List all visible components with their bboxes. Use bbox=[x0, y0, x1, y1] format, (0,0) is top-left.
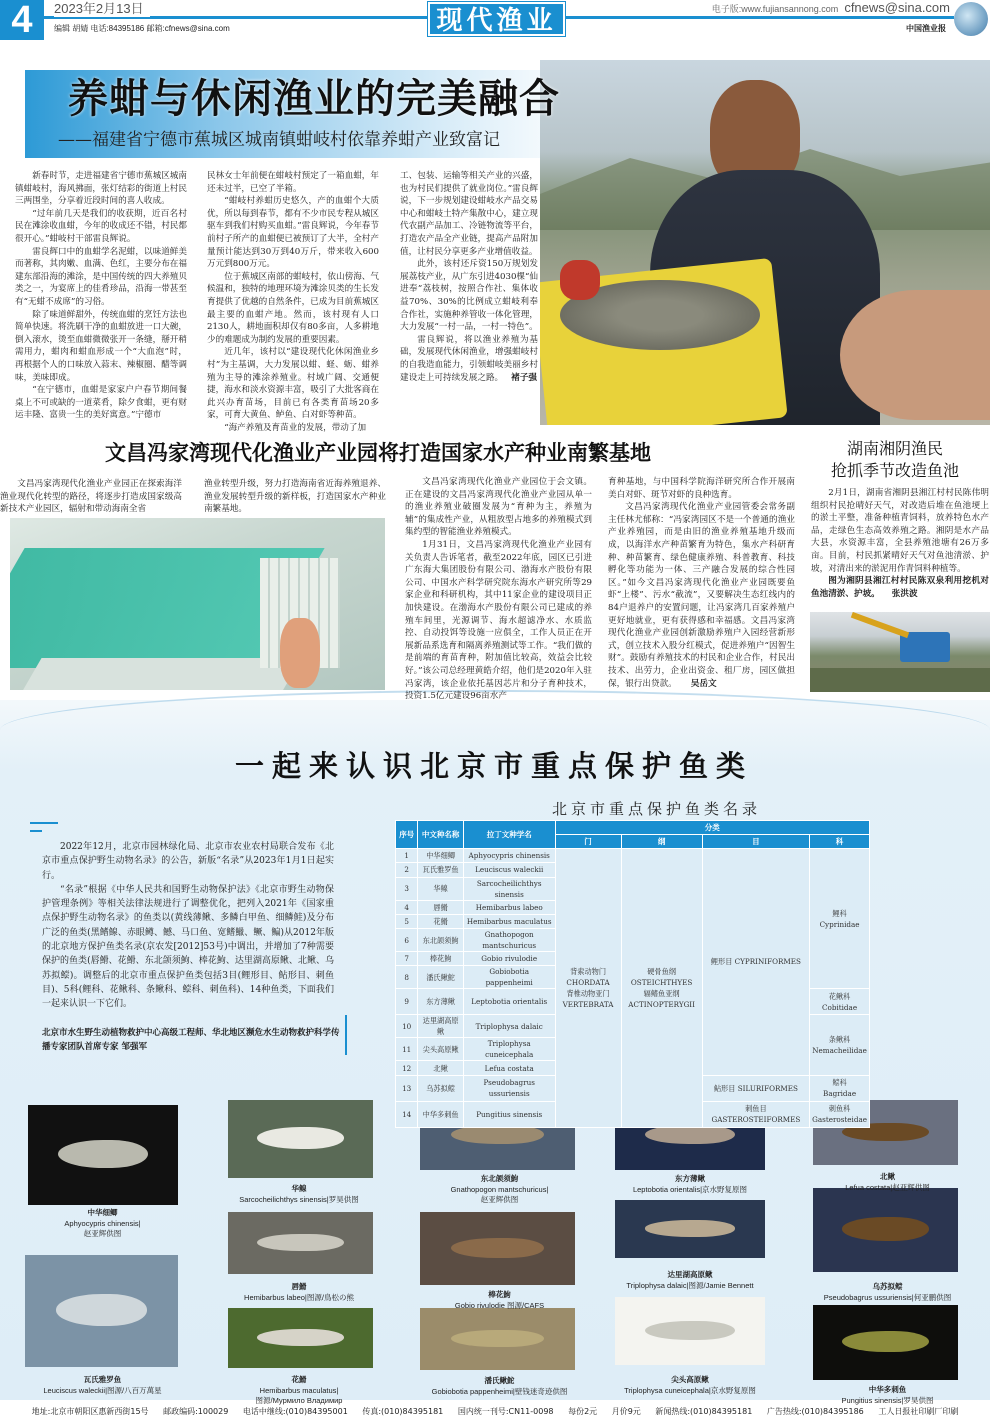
article2-column-1 bbox=[405, 476, 592, 703]
fish-credit: Hemibarbus labeo|图源/鳥松の熊 bbox=[244, 1292, 354, 1302]
row-number: 3 bbox=[396, 877, 418, 900]
paragraph: 工、包装、运输等相关产业的兴盛，也为村民们提供了就业岗位。”雷良辉说，下一步规划建设蚶岐水产品交易中心和蚶岐土特产集散中心，建立现代农副产品加工、冷链物流等平台，打造农产品全产业链，提高产品附加值，让村民分享更多产业增值收益。 bbox=[400, 171, 538, 257]
fish-name: 达里湖高原鳅 bbox=[667, 1270, 713, 1279]
fish-credit: Pungitius sinensis|罗昊供图 bbox=[841, 1395, 934, 1405]
fish-icon bbox=[56, 1294, 148, 1325]
species-latin-name: Sarcocheilichthys sinensis bbox=[463, 877, 555, 900]
article1-column-1 bbox=[15, 170, 187, 422]
contact-info bbox=[706, 0, 950, 15]
fish-caption bbox=[20, 1375, 185, 1396]
paragraph: 文昌冯家湾现代化渔业产业园正在探索海洋渔业现代化转型的路径，将逐步打造成国家级高新技术产业园区，辐射和带动海南全省 bbox=[0, 479, 182, 515]
row-number: 14 bbox=[396, 1101, 418, 1127]
row-number: 8 bbox=[396, 966, 418, 989]
species-cn-name: 瓦氏雅罗鱼 bbox=[418, 863, 463, 877]
species-latin-name: Lefua costata bbox=[463, 1061, 555, 1075]
paragraph-wrap bbox=[608, 501, 795, 690]
fish-photo bbox=[228, 1100, 373, 1178]
family-cell bbox=[810, 989, 870, 1015]
table-body bbox=[396, 849, 870, 1128]
paper-name: 中国渔业报 bbox=[906, 24, 946, 33]
species-cn-name: 尖头高原鳅 bbox=[418, 1038, 463, 1061]
species-cn-name: 东北颌须鮈 bbox=[418, 929, 463, 952]
phylum-cell bbox=[555, 849, 621, 1128]
footer-printer: 工人日报社印刷厂印刷 bbox=[878, 1407, 959, 1416]
paragraph: 除了味道鲜甜外，传统血蚶的烹饪方法也简单快速。将洗刷干净的血蚶放进一口大碗，倒入滚水，烫至血蚶微微张开一条缝，掰开稍需用力，蚶肉和蚶血形成一个“大血泡”时，再根据个人的口味放入蒜末、辣椒圈、醋等调味，美味即成。 bbox=[15, 309, 187, 383]
order-cell: 鲤形目 CYPRINIFORMES bbox=[702, 849, 809, 1076]
row-number: 9 bbox=[396, 989, 418, 1015]
fish-caption bbox=[790, 1172, 985, 1193]
fish-photo bbox=[228, 1212, 373, 1274]
paragraph: 此外，该村还斥资150万规划发展荔枝产业，从广东引进4030棵“仙进奉”荔枝树，按照合作社、集体收益70%、30%的比例成立蚶岐利奉合作社，实施种养管收一体化管理，大力发展“一村一品，一村一特色”。 bbox=[400, 259, 538, 333]
fish-photo bbox=[420, 1308, 575, 1370]
feature-title: 一起来认识北京市重点保护鱼类 bbox=[235, 749, 754, 783]
footer-phone: 电话中继线:(010)84395001 bbox=[242, 1407, 348, 1416]
row-number: 10 bbox=[396, 1015, 418, 1038]
paragraph: 民林女士年前便在蚶岐村预定了一箱血蚶，年还未过半，已空了半箱。 bbox=[207, 171, 379, 194]
fish-icon bbox=[257, 1329, 344, 1346]
family-cell bbox=[810, 1075, 870, 1101]
fish-credit: 赵亚辉供图 bbox=[83, 1229, 122, 1238]
taxon-label: 硬骨鱼纲 bbox=[647, 966, 676, 976]
species-cn-name: 乌苏拟鲿 bbox=[418, 1075, 463, 1101]
species-cn-name: 唇䱻 bbox=[418, 900, 463, 914]
photo-aquaculture-tanks bbox=[10, 518, 385, 690]
fish-name: 东北颌须鮈 bbox=[480, 1174, 519, 1183]
fish-credit: Gobio rivulodie 图源/CAFS bbox=[454, 1300, 545, 1310]
fish-credit: Triplophysa dalaic|图源/Jamie Bennett bbox=[626, 1280, 754, 1290]
fish-credit: Pseudobagrus ussuriensis|何亚鹏供图 bbox=[823, 1292, 952, 1302]
fish-credit: Lefua costata|赵亚辉供图 bbox=[845, 1182, 930, 1192]
fish-credit: 赵亚辉供图 bbox=[480, 1195, 519, 1204]
taxon-label: 辐鳍鱼亚纲 bbox=[643, 988, 680, 998]
fish-photo bbox=[615, 1297, 765, 1365]
fish-credit: Gobiobotia pappenheimi|壁钱迷奇迹供图 bbox=[431, 1386, 568, 1396]
page-number: 4 bbox=[0, 0, 44, 40]
species-latin-name: Hemibarbus labeo bbox=[463, 900, 555, 914]
article2-column-2 bbox=[608, 476, 795, 690]
col-header-family: 科 bbox=[810, 835, 870, 849]
paragraph: 雷良辉说，将以渔业养殖为基础，发展现代休闲渔业，增强蚶岐村的自我造血能力，引领蚶岐美丽乡村建设走上可持续发展之路。 bbox=[400, 334, 538, 383]
species-latin-name: Gobiobotia pappenheimi bbox=[463, 966, 555, 989]
taxon-label: ACTINOPTERYGII bbox=[628, 999, 695, 1009]
fish-photo bbox=[28, 1105, 178, 1205]
species-latin-name: Gnathopogon mantschuricus bbox=[463, 929, 555, 952]
species-latin-name: Leuciscus waleckii bbox=[463, 863, 555, 877]
table-title: 北京市重点保护鱼类名录 bbox=[552, 800, 762, 818]
fish-name: 中华多刺鱼 bbox=[868, 1385, 907, 1394]
species-latin-name: Pungitius sinensis bbox=[463, 1101, 555, 1127]
species-cn-name: 中华多刺鱼 bbox=[418, 1101, 463, 1127]
fish-caption bbox=[790, 1385, 985, 1406]
fish-icon bbox=[842, 1217, 929, 1241]
fish-name: 唇䱻 bbox=[291, 1282, 307, 1291]
species-latin-name: Pseudobagrus ussuriensis bbox=[463, 1075, 555, 1101]
article1-author: 褚子强 bbox=[511, 372, 537, 383]
table-row bbox=[396, 849, 870, 863]
fish-icon bbox=[645, 1220, 735, 1236]
footer-fax: 传真:(010)84395181 bbox=[362, 1407, 444, 1416]
photo-caption bbox=[811, 575, 989, 600]
order-cell: 刺鱼目 GASTEROSTEIFORMES bbox=[702, 1101, 809, 1127]
row-number: 2 bbox=[396, 863, 418, 877]
col-header-order: 目 bbox=[702, 835, 809, 849]
species-latin-name: Leptobotia orientalis bbox=[463, 989, 555, 1015]
species-latin-name: Aphyocypris chinensis bbox=[463, 849, 555, 863]
paragraph: 新春时节，走进福建省宁德市蕉城区城南镇蚶岐村，海风拂面，张灯结彩的街道上村民三两围坐，分享着近段时间的喜人收成。 bbox=[15, 171, 187, 207]
paragraph: “过年前几天是我们的收获期，近百名村民在滩涂收血蚶，今年的收成还不错，村民都很开心。”蚶岐村干部雷良辉说。 bbox=[15, 208, 187, 244]
sidebar-body bbox=[811, 487, 989, 600]
taxon-label: 背索动物门 bbox=[570, 966, 607, 976]
paragraph: 雷良辉口中的血蚶学名泥蚶，以味道鲜美而著称，其肉嫩、血满、色红，主要分布在福建东部沿海的滩涂，是中国传统的四大养殖贝类之一，为宴席上的佳肴珍品，沿海一带甚至有“无蚶不成席”的习俗。 bbox=[15, 246, 187, 307]
footer-news-hotline: 新闻热线:(010)84395181 bbox=[655, 1407, 753, 1416]
fish-name: 瓦氏雅罗鱼 bbox=[83, 1375, 122, 1384]
family-latin: Gasterosteidae bbox=[812, 1115, 867, 1125]
fish-photo bbox=[615, 1200, 765, 1258]
family-cell bbox=[810, 849, 870, 989]
article1-column-2 bbox=[207, 170, 379, 434]
fish-name: 北鳅 bbox=[880, 1172, 895, 1181]
editor-info: 编辑 胡婧 电话:84395186 邮箱:cfnews@sina.com bbox=[54, 24, 230, 33]
row-number: 6 bbox=[396, 929, 418, 952]
row-number: 12 bbox=[396, 1061, 418, 1075]
photo-excavator-pond bbox=[810, 612, 990, 692]
fish-photo bbox=[228, 1308, 373, 1368]
decorative-line bbox=[30, 822, 58, 824]
footer bbox=[0, 1406, 990, 1417]
species-latin-name: Triplophysa dalaic bbox=[463, 1015, 555, 1038]
decorative-line bbox=[30, 830, 42, 832]
protected-fish-table bbox=[395, 820, 870, 1128]
fish-credit: Triplophysa cuneicephala|京水野复原图 bbox=[624, 1385, 756, 1395]
footer-issn: 国内统一刊号:CN11-0098 bbox=[457, 1407, 554, 1416]
paragraph: 2022年12月，北京市园林绿化局、北京市农业农村局联合发布《北京市重点保护野生动物名录》的公告，新版“名录”从2023年1月1日起实行。 bbox=[42, 842, 334, 881]
col-header-no: 序号 bbox=[396, 821, 418, 849]
fish-credit: Hemibarbus maculatus| bbox=[259, 1385, 339, 1395]
fish-icon bbox=[451, 1238, 544, 1258]
fish-caption bbox=[402, 1174, 597, 1206]
fish-caption bbox=[790, 1282, 985, 1303]
fish-credit: Gnathopogon mantschuricus| bbox=[450, 1184, 549, 1194]
fish-caption bbox=[600, 1174, 780, 1195]
fish-icon bbox=[451, 1330, 544, 1347]
fish-icon bbox=[842, 1331, 929, 1352]
fish-photo bbox=[813, 1188, 958, 1272]
footer-postcode: 邮政编码:100029 bbox=[163, 1407, 229, 1416]
species-latin-name: Hemibarbus maculatus bbox=[463, 914, 555, 928]
species-cn-name: 达里湖高原鳅 bbox=[418, 1015, 463, 1038]
paragraph: “在宁德市，血蚶是家家户户春节期间餐桌上不可或缺的一道菜肴，除夕食蚶，更有财运丰隆、富贵一生的美好寓意。”宁德市 bbox=[15, 385, 187, 421]
paragraph: 位于蕉城区南部的蚶岐村，依山傍海、气候温和，独特的地理环境为滩涂贝类的生长发育提供了优越的自然条件，已成为目前蕉城区最主要的血蚶产地。然而，该村现有人口2130人，耕地面积却仅有80多亩，人多耕地少的难题成为制约发展的重要因素。 bbox=[207, 271, 379, 345]
species-latin-name: Gobio rivulodie bbox=[463, 952, 555, 966]
fish-caption bbox=[600, 1270, 780, 1291]
fish-icon bbox=[257, 1234, 344, 1251]
fish-icon bbox=[58, 1140, 148, 1168]
species-cn-name: 东方薄鳅 bbox=[418, 989, 463, 1015]
fish-name: 乌苏拟鲿 bbox=[872, 1282, 903, 1291]
article1-column-3 bbox=[400, 170, 538, 384]
family-latin: Nemacheilidae bbox=[812, 1046, 867, 1056]
article2-author: 吴岳文 bbox=[690, 678, 717, 689]
article1-title: 养蚶与休闲渔业的完美融合 bbox=[68, 75, 560, 122]
sidebar-title-line: 抢抓季节改造鱼池 bbox=[830, 461, 959, 480]
species-cn-name: 花䱻 bbox=[418, 914, 463, 928]
row-number: 5 bbox=[396, 914, 418, 928]
paragraph: 文昌冯家湾现代化渔业产业园管委会常务副主任林尤郁称：“冯家湾园区不是一个普通的渔业产业养殖园，而是由旧的渔业养殖基地升级而成，以海洋水产种苗繁育为特色，集水产科研育种、种苗繁育、绿色健康养殖、科普教育、科技孵化等功能为一体、三产融合发展的综合性园区。”如今文昌冯家湾现代化渔业产业园既要鱼虾“上楼”、污水“截流”，又要解决生态红线内的84户退养户的安置问题，让冯家湾几百家养殖户更好地就业，更有获得感和幸福感。文昌冯家湾现代化渔业产业园创新激励养殖户入园经营新形式，创立技术入股分红模式，促进养殖户“因智生财”。鼓励有养殖技术的村民和企业合作，村民出技术、出劳力，企业出资金、租厂房，园区做担保，银行出贷款。 bbox=[608, 502, 795, 689]
fish-credit: 图源/Мурмило Владимир bbox=[255, 1396, 343, 1405]
col-header-class-rank: 纲 bbox=[621, 835, 702, 849]
fish-caption bbox=[600, 1375, 780, 1396]
fish-icon bbox=[645, 1321, 735, 1340]
family-cn: 条鳅科 bbox=[828, 1035, 851, 1045]
fish-name: 花䱻 bbox=[291, 1375, 307, 1384]
col-header-class: 分类 bbox=[555, 821, 869, 835]
feature-author: 北京市水生野生动植物救护中心高级工程师、华北地区濒危水生动物救护科学传播专家团队首席专家 邹强军 bbox=[42, 1028, 340, 1052]
order-cell: 鲇形目 SILURIFORMES bbox=[702, 1075, 809, 1101]
footer-price: 每份2元 bbox=[568, 1407, 598, 1416]
decorative-line bbox=[345, 1015, 347, 1055]
fish-name: 东方薄鳅 bbox=[675, 1174, 705, 1183]
paragraph: 文昌冯家湾现代化渔业产业园位于会文镇。正在建设的文昌冯家湾现代化渔业产业园从单一的渔业养殖业破圈发展为“育种为主，养殖为辅”的集成性产业，从粗放型占地多的养殖模式到集约型的智能渔业养殖模式。 bbox=[405, 477, 592, 538]
fish-caption bbox=[200, 1375, 398, 1407]
fish-photo bbox=[420, 1212, 575, 1285]
fish-icon bbox=[257, 1127, 344, 1149]
footer-ad-hotline: 广告热线:(010)84395186 bbox=[766, 1407, 864, 1416]
fish-name: 中华细鲫 bbox=[87, 1208, 118, 1217]
col-header-cn: 中文种名称 bbox=[418, 821, 463, 849]
sidebar-author: 张洪波 bbox=[891, 588, 918, 599]
taxon-label: CHORDATA bbox=[566, 977, 610, 987]
paragraph: 2月1日，湖南省湘阴县湘江村村民陈伟明组织村民抢晴好天气，对改造后堆在鱼池埂上的淤土平整，准备种植青饲料，放养特色水产品，走绿色生态高效养殖之路。湘阴是水产品大县，水资源丰富，全县养殖池塘有26万多亩。目前，村民抓紧晴好天气对鱼池清淤、护坡，对清出来的淤泥用作青饲料种植等。 bbox=[811, 488, 989, 574]
family-cn: 鲤科 bbox=[832, 908, 847, 918]
col-header-phylum: 门 bbox=[555, 835, 621, 849]
row-number: 11 bbox=[396, 1038, 418, 1061]
sidebar-title-line: 湖南湘阴渔民 bbox=[846, 439, 943, 458]
feature-intro bbox=[42, 840, 334, 1012]
paragraph: 渔业转型升级，努力打造海南省近海养殖退养、渔业发展转型升级的新样板，打造国家水产种业南繁基地。 bbox=[204, 479, 386, 515]
fish-credit: Aphyocypris chinensis| bbox=[64, 1218, 141, 1228]
row-number: 4 bbox=[396, 900, 418, 914]
family-cn: 鲿科 bbox=[832, 1078, 847, 1088]
fish-credit: Leptobotia orientalis|京水野复原图 bbox=[632, 1184, 748, 1194]
fish-caption bbox=[200, 1184, 398, 1205]
paragraph: “海产养殖及育苗业的发展，带动了加 bbox=[224, 422, 367, 433]
fish-name: 潘氏鳅鮀 bbox=[484, 1376, 515, 1385]
family-latin: Cobitidae bbox=[822, 1002, 858, 1012]
fish-caption bbox=[402, 1290, 597, 1311]
family-cn: 刺鱼科 bbox=[828, 1104, 851, 1114]
fish-caption bbox=[20, 1208, 185, 1240]
paragraph: “蚶岐村养蚶历史悠久，产的血蚶个大质优，所以每到春节，都有不少市民专程从城区驱车到我们村购买血蚶。”雷良辉说，今年春节前村子所产的血蚶便已被预订了大半，全村产量预计能达到30万到40万斤，带来收入600万元到800万元。 bbox=[207, 196, 379, 270]
species-cn-name: 华鳈 bbox=[418, 877, 463, 900]
fish-caption bbox=[200, 1282, 398, 1303]
paragraph: 育种基地，与中国科学院海洋研究所合作开展南美白对虾、斑节对虾的良种选育。 bbox=[608, 477, 795, 500]
row-number: 13 bbox=[396, 1075, 418, 1101]
email-link[interactable]: cfnews@sina.com bbox=[844, 0, 950, 15]
paragraph: 1月31日，文昌冯家湾现代化渔业产业园有关负责人告诉笔者，截至2022年底，园区已引进广东海大集团股份有限公司、渤海水产股份有限公司、中国水产科学研究院东海水产研究所等29家企业和科研机构，其中11家企业的建设项目正加快建设。在渤海水产股份有限公司已建成的养殖车间里，光源调节、海水超滤净水、水质监控、自动投饵等设施一应俱全，工作人员正在开展新品系选育和隔离养殖测试等工作。“我们做的是前端的育苗育种，附加值比较高，效益会比较好。”该公司总经理黄皓介绍，他们是2020年入驻冯家湾，该企业依托基因芯片和分子育种技术，投资1.5亿元建设96亩水产 bbox=[405, 539, 592, 702]
article2-intro-1 bbox=[0, 478, 182, 516]
paragraph: “名录”根据《中华人民共和国野生动物保护法》《北京市野生动物保护管理条例》等相关法律法规进行了调整优化，把列入2021年《国家重点保护野生动物名录》的鱼类以(黄线薄鳅、多鳞白甲鱼、细鳞鲑)及分布广泛的鱼类(黑鳍鳈、赤眼鳟、鳡、马口鱼、宽鳍鱲、鳜、鳊)从2012年版的北京地方保护鱼类名录(京农发[2012]53号)中调出，并增加了7种需要保护的鱼类(唇䱻、花䱻、东北颌须鮈、棒花鮈、达里湖高原鳅、北鳅、乌苏拟鲿)。调整后的北京市重点保护鱼类包括3目(鲤形目、鲇形目、刺鱼目)、5科(鲤科、花鳅科、条鳅科、鲿科、刺鱼科)、14种鱼类，下面我们一起来认识一下它们。 bbox=[42, 884, 334, 1010]
class-cell bbox=[621, 849, 702, 1128]
issue-date: 2023年2月13日 bbox=[54, 0, 150, 17]
fish-credit: Leuciscus waleckii|图源/八百万萬星 bbox=[43, 1385, 162, 1395]
article2-intro-2 bbox=[204, 478, 386, 516]
row-number: 7 bbox=[396, 952, 418, 966]
paper-logo-icon bbox=[954, 2, 988, 36]
fish-name: 棒花鮈 bbox=[488, 1290, 511, 1299]
paragraph: 近几年，该村以“建设现代化休闲渔业乡村”为主基调，大力发展以蚶、蛏、蛎、蚶养殖为主导的滩涂养殖业。村域广阔、交通便捷，海水和淡水资源丰富，吸引了大批客商在此兴办育苗场，目前已有各类育苗场20多家，可育大黄鱼、鲈鱼、白对虾等种苗。 bbox=[207, 347, 379, 421]
caption-text: 图为湘阴县湘江村村民陈双泉利用挖机对鱼池清淤、护坡。 bbox=[811, 576, 989, 599]
species-latin-name: Triplophysa cuneicephala bbox=[463, 1038, 555, 1061]
footer-address: 地址:北京市朝阳区惠新西街15号 bbox=[31, 1407, 149, 1416]
species-cn-name: 棒花鮈 bbox=[418, 952, 463, 966]
fish-name: 尖头高原鳅 bbox=[671, 1375, 709, 1384]
taxon-label: 背椎动物亚门 bbox=[566, 988, 610, 998]
row-number: 1 bbox=[396, 849, 418, 863]
photo-farmer-with-clams bbox=[540, 60, 990, 425]
species-cn-name: 潘氏鳅鮀 bbox=[418, 966, 463, 989]
fish-credit: Sarcocheilichthys sinensis|罗昊供图 bbox=[239, 1194, 359, 1204]
article2-title: 文昌冯家湾现代化渔业产业园将打造国家水产种业南繁基地 bbox=[105, 440, 651, 465]
fish-name: 华鳈 bbox=[291, 1184, 307, 1193]
epaper-link[interactable]: 电子版:www.fujiansannong.com bbox=[711, 4, 839, 14]
article1-subtitle: ——福建省宁德市蕉城区城南镇蚶岐村依靠养蚶产业致富记 bbox=[58, 130, 500, 150]
species-cn-name: 北鳅 bbox=[418, 1061, 463, 1075]
family-cn: 花鳅科 bbox=[828, 991, 851, 1001]
taxon-label: VERTEBRATA bbox=[562, 999, 614, 1009]
family-cell bbox=[810, 1101, 870, 1127]
species-cn-name: 中华细鲫 bbox=[418, 849, 463, 863]
paragraph-wrap bbox=[400, 334, 538, 384]
family-cell bbox=[810, 1015, 870, 1075]
col-header-latin: 拉丁文种学名 bbox=[463, 821, 555, 849]
section-title: 现代渔业 bbox=[428, 2, 565, 36]
fish-caption bbox=[402, 1376, 597, 1397]
footer-monthly-price: 月价9元 bbox=[611, 1407, 641, 1416]
family-latin: Cyprinidae bbox=[819, 919, 860, 929]
fish-photo bbox=[813, 1305, 958, 1380]
family-latin: Bagridae bbox=[823, 1089, 857, 1099]
sidebar-title bbox=[800, 438, 990, 482]
fish-photo bbox=[25, 1255, 178, 1367]
taxon-label: OSTEICHTHYES bbox=[630, 977, 693, 987]
